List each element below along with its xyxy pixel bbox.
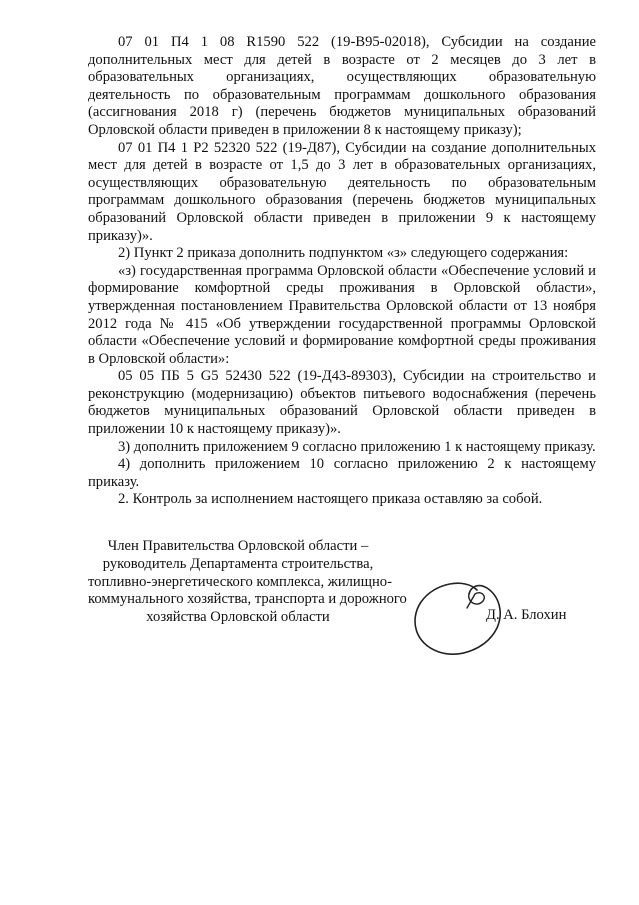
paragraph-item-2: 2) Пункт 2 приказа дополнить подпунктом «з» следующего содержания: (118, 245, 569, 262)
paragraph-budget-code-2: 07 01 П4 1 Р2 52320 522 (19-Д87), Субсидии на создание дополнительных мест для детей в возрасте от 1,5 до 3 лет в образовательных организациях, осуществляющих образовательную деятельность по образовательным программам дошкольного образования (перечень бюджетов муниципальных образований Орловской области приведен в приложении 9 к настоящему приказу)». (88, 139, 596, 244)
paragraph-control: 2. Контроль за исполнением настоящего приказа оставляю за собой. (118, 491, 543, 508)
signatory-position-line: топливно-энергетического комплекса, жилищно- (88, 573, 392, 590)
paragraph-budget-code-1: 07 01 П4 1 08 R1590 522 (19-В95-02018), Субсидии на создание дополнительных мест для детей в возрасте от 2 месяцев до 3 лет в образовательных организациях, осуществляющих образовательную деятельность по образовательным программам дошкольного образования (ассигнования 2018 г) (перечень бюджетов муниципальных образований Орловской области приведен в приложении 8 к настоящему приказу); (88, 34, 596, 138)
document-body (88, 34, 596, 509)
signatory-position-line: Член Правительства Орловской области – (107, 538, 369, 554)
signatory-position (88, 538, 407, 627)
paragraph-item-3: 3) дополнить приложением 9 согласно приложению 1 к настоящему приказу. (118, 438, 596, 455)
signer-name: Д. А. Блохин (486, 607, 567, 623)
paragraph-subitem-z: «з) государственная программа Орловской области «Обеспечение условий и формирование комфортной среды проживания в Орловской области», утвержденная постановлением Правительства Орловской области от 13 ноября 2012 года № 415 «Об утверждении государственной программы Орловской области «Обеспечение условий и формирование комфортной среды проживания в Орловской области»: (88, 262, 596, 367)
signatory-position-line: руководитель Департамента строительства, (102, 555, 374, 572)
paragraph-item-4: 4) дополнить приложением 10 согласно приложению 2 к настоящему приказу. (88, 456, 596, 490)
signatory-position-line: коммунального хозяйства, транспорта и дорожного (88, 591, 407, 608)
paragraph-budget-code-3: 05 05 ПБ 5 G5 52430 522 (19-Д43-89303), Субсидии на строительство и реконструкцию (модернизацию) объектов питьевого водоснабжения (перечень бюджетов муниципальных образований Орловской области приведен в приложении 10 к настоящему приказу)». (88, 368, 596, 438)
signatory-position-line: хозяйства Орловской области (146, 609, 330, 626)
